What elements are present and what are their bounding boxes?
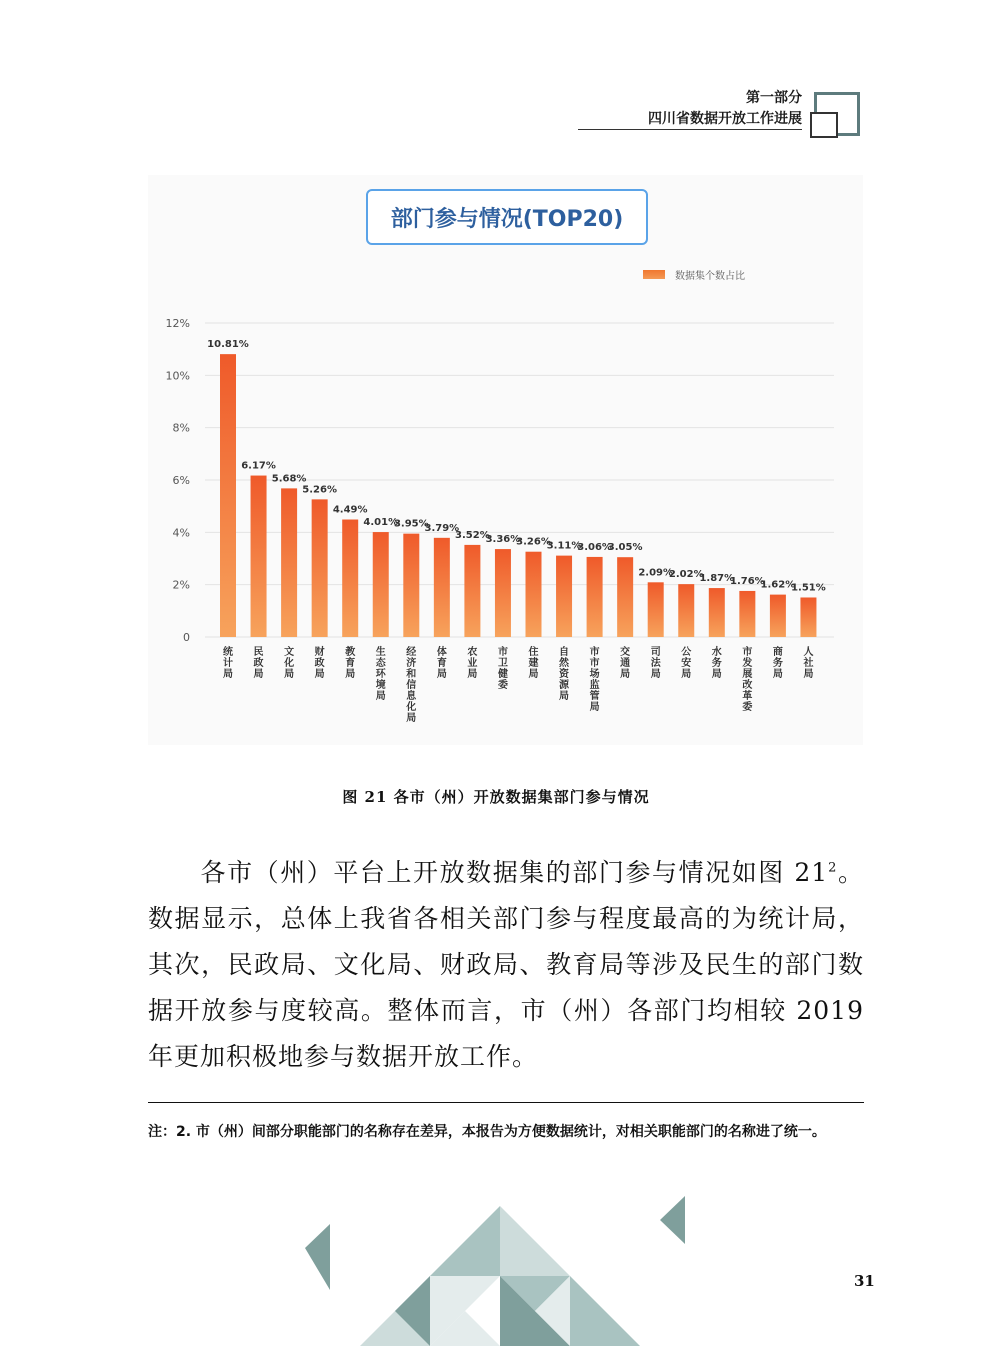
bar-value-label: 5.26%	[302, 484, 338, 496]
x-tick-label: 自然资源局	[559, 647, 570, 702]
y-tick-label: 0	[183, 631, 190, 644]
bar	[556, 556, 572, 637]
bar	[526, 552, 542, 637]
bar-value-label: 3.52%	[455, 529, 490, 541]
bar	[251, 476, 267, 637]
bar-value-label: 3.05%	[607, 542, 643, 554]
x-tick-label: 生态环境局	[375, 647, 386, 702]
x-tick-label: 市卫健委	[497, 647, 508, 691]
chart-title: 部门参与情况(TOP20)	[366, 189, 648, 245]
bar-chart	[148, 175, 863, 745]
x-tick-label: 财政局	[314, 647, 325, 680]
bar-value-label: 3.79%	[424, 522, 460, 534]
bar	[709, 588, 725, 637]
bar	[403, 534, 419, 637]
footnote-ref: 2	[828, 860, 838, 876]
page-header	[560, 84, 870, 144]
bar	[281, 488, 297, 637]
decor-triangle	[500, 1206, 570, 1276]
legend-label: 数据集个数占比	[675, 271, 745, 282]
y-tick-label: 10%	[165, 369, 190, 383]
bar	[312, 499, 328, 637]
header-section-title: 四川省数据开放工作进展	[648, 111, 802, 127]
paragraph-text-2: 。数据显示，总体上我省各相关部门参与程度最高的为统计局，其次，民政局、文化局、财政局、教育局等涉及民生的部门数据开放参与度较高。整体而言，市（州）各部门均相较 2019 年更加积极地参与数据开放工作。	[148, 858, 864, 1071]
bar	[617, 557, 633, 637]
body-paragraph	[148, 850, 864, 1080]
chart-legend	[643, 267, 745, 282]
bar	[434, 538, 450, 637]
bar-value-label: 2.09%	[638, 567, 674, 579]
paragraph-text-1: 各市（州）平台上开放数据集的部门参与情况如图 21	[200, 858, 829, 887]
bar-value-label: 3.11%	[546, 540, 582, 552]
bar	[678, 584, 694, 637]
x-tick-label: 水务局	[711, 647, 722, 680]
x-tick-label: 市发展改革委	[742, 647, 753, 713]
bar-value-label: 1.62%	[760, 579, 796, 591]
bar-value-label: 2.02%	[668, 569, 704, 581]
bar	[495, 549, 511, 637]
decorative-triangles	[300, 1190, 720, 1346]
bar-value-label: 3.06%	[577, 541, 612, 553]
bar	[739, 591, 755, 637]
decor-triangle	[570, 1276, 640, 1346]
x-tick-label: 统计局	[223, 647, 233, 680]
y-tick-label: 12%	[165, 317, 190, 330]
bar	[770, 595, 786, 637]
page-number: 31	[854, 1272, 875, 1290]
x-tick-label: 市市场监管局	[589, 647, 600, 713]
bar-value-label: 3.95%	[393, 518, 429, 530]
bar	[648, 582, 664, 637]
header-square-icon	[810, 112, 838, 138]
decor-triangle	[430, 1206, 500, 1276]
y-tick-label: 2%	[172, 578, 190, 592]
x-tick-label: 经济和信息化局	[406, 647, 417, 724]
bar	[220, 354, 236, 637]
x-tick-label: 交通局	[620, 647, 631, 680]
y-tick-label: 8%	[172, 421, 190, 435]
y-tick-label: 6%	[172, 474, 190, 487]
bar-value-label: 3.26%	[516, 536, 551, 548]
decor-triangle	[660, 1196, 685, 1244]
chart-panel	[148, 175, 863, 745]
x-tick-label: 商务局	[772, 647, 783, 680]
header-part-label: 第一部分	[746, 90, 802, 106]
bar	[342, 520, 358, 637]
x-tick-label: 司法局	[650, 647, 661, 680]
x-tick-label: 教育局	[345, 647, 356, 680]
footnote: 注：2. 市（州）间部分职能部门的名称存在差异，本报告为方便数据统计，对相关职能部门的名称进了统一。	[148, 1124, 826, 1140]
x-tick-label: 人社局	[803, 647, 814, 680]
x-tick-label: 农业局	[467, 647, 478, 680]
legend-swatch	[643, 270, 665, 279]
header-rule	[578, 129, 802, 130]
x-tick-label: 文化局	[284, 647, 295, 680]
bar	[587, 557, 603, 637]
x-tick-label: 民政局	[253, 647, 264, 680]
bar-value-label: 1.76%	[729, 575, 765, 587]
bar-value-label: 5.68%	[271, 473, 307, 485]
figure-caption: 图 21 各市（州）开放数据集部门参与情况	[342, 788, 650, 806]
x-tick-label: 公安局	[681, 647, 692, 680]
bar-value-label: 1.87%	[699, 573, 735, 585]
bar	[800, 597, 816, 637]
bar-value-label: 6.17%	[241, 460, 276, 472]
bar	[464, 545, 480, 637]
bar-value-label: 4.49%	[332, 504, 368, 516]
bar	[373, 532, 389, 637]
x-tick-label: 体育局	[436, 647, 447, 680]
bar-value-label: 4.01%	[363, 517, 399, 529]
decor-triangle	[305, 1224, 330, 1290]
bar-value-label: 10.81%	[207, 339, 249, 351]
footnote-rule	[148, 1102, 864, 1103]
bar-value-label: 1.51%	[791, 582, 826, 594]
x-tick-label: 住建局	[528, 647, 539, 680]
bar-value-label: 3.36%	[485, 534, 521, 546]
y-tick-label: 4%	[172, 526, 190, 540]
